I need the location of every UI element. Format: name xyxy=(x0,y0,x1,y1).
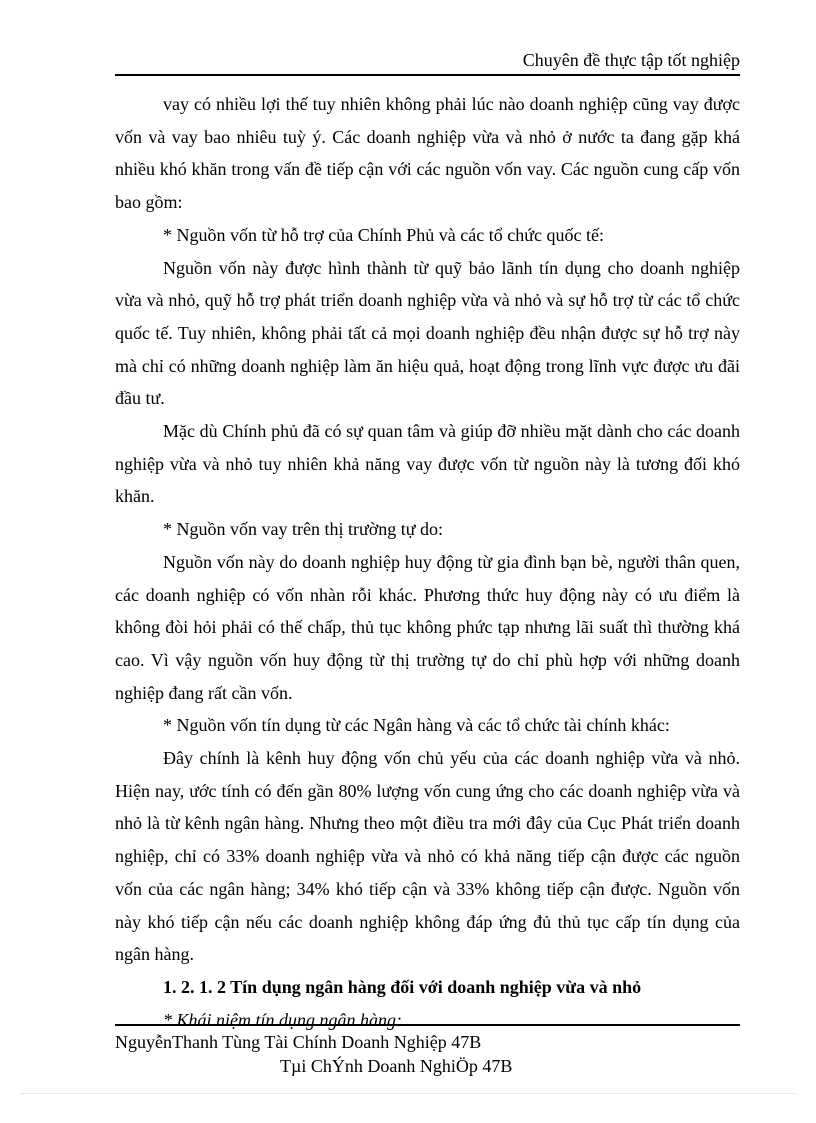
paragraph: vay có nhiều lợi thế tuy nhiên không phải lúc nào doanh nghiệp cũng vay được vốn và vay bao nhiêu tuỳ ý. Các doanh nghiệp vừa và nhỏ ở nước ta đang gặp khá nhiều khó khăn trong vấn đề tiếp cận với các nguồn vốn vay. Các nguồn cung cấp vốn bao gồm: xyxy=(115,94,740,213)
page-bottom-border xyxy=(20,1093,796,1094)
document-body xyxy=(115,88,740,1036)
bullet-line: * Nguồn vốn vay trên thị trường tự do: xyxy=(163,519,444,540)
page-header xyxy=(115,48,740,72)
header-divider xyxy=(115,74,740,76)
bullet-line: * Nguồn vốn từ hỗ trợ của Chính Phủ và các tổ chức quốc tế: xyxy=(163,224,604,245)
footer-divider xyxy=(115,1024,740,1026)
paragraph: Nguồn vốn này do doanh nghiệp huy động từ gia đình bạn bè, người thân quen, các doanh nghiệp có vốn nhàn rỗi khác. Phương thức huy động này có ưu điểm là không đòi hỏi phải có thế chấp, thủ tục không phức tạp nhưng lãi suất thì thường khá cao. Vì vậy nguồn vốn huy động từ thị trường tự do chỉ phù hợp với những doanh nghiệp đang rất cần vốn. xyxy=(115,551,740,703)
section-heading: 1. 2. 1. 2 Tín dụng ngân hàng đối với doanh nghiệp vừa và nhỏ xyxy=(163,976,642,997)
bullet-line: * Nguồn vốn tín dụng từ các Ngân hàng và các tổ chức tài chính khác: xyxy=(163,715,670,736)
footer-author-line: NguyễnThanh Tùng Tài Chính Doanh Nghiệp 47B xyxy=(115,1032,482,1052)
paragraph: Mặc dù Chính phủ đã có sự quan tâm và giúp đỡ nhiều mặt dành cho các doanh nghiệp vừa và nhỏ tuy nhiên khả năng vay được vốn từ nguồn này là tương đối khó khăn. xyxy=(115,421,740,507)
footer-department-line: Tµi ChÝnh Doanh NghiÖp 47B xyxy=(280,1056,513,1076)
paragraph: Nguồn vốn này được hình thành từ quỹ bảo lãnh tín dụng cho doanh nghiệp vừa và nhỏ, quỹ hỗ trợ phát triển doanh nghiệp vừa và nhỏ và sự hỗ trợ từ các tổ chức quốc tế. Tuy nhiên, không phải tất cả mọi doanh nghiệp đều nhận được sự hỗ trợ này mà chỉ có những doanh nghiệp làm ăn hiệu quả, hoạt động trong lĩnh vực được ưu đãi đầu tư. xyxy=(115,257,740,409)
paragraph: Đây chính là kênh huy động vốn chủ yếu của các doanh nghiệp vừa và nhỏ. Hiện nay, ước tính có đến gần 80% lượng vốn cung ứng cho các doanh nghiệp vừa và nhỏ là từ kênh ngân hàng. Nhưng theo một điều tra mới đây của Cục Phát triển doanh nghiệp, chỉ có 33% doanh nghiệp vừa và nhỏ có khả năng tiếp cận được các nguồn vốn của các ngân hàng; 34% khó tiếp cận và 33% không tiếp cận được. Nguồn vốn này khó tiếp cận nếu các doanh nghiệp không đáp ứng đủ thủ tục cấp tín dụng của ngân hàng. xyxy=(115,748,740,965)
header-title: Chuyên đề thực tập tốt nghiệp xyxy=(522,50,740,70)
concept-line: * Khái niệm tín dụng ngân hàng: xyxy=(163,1009,402,1030)
